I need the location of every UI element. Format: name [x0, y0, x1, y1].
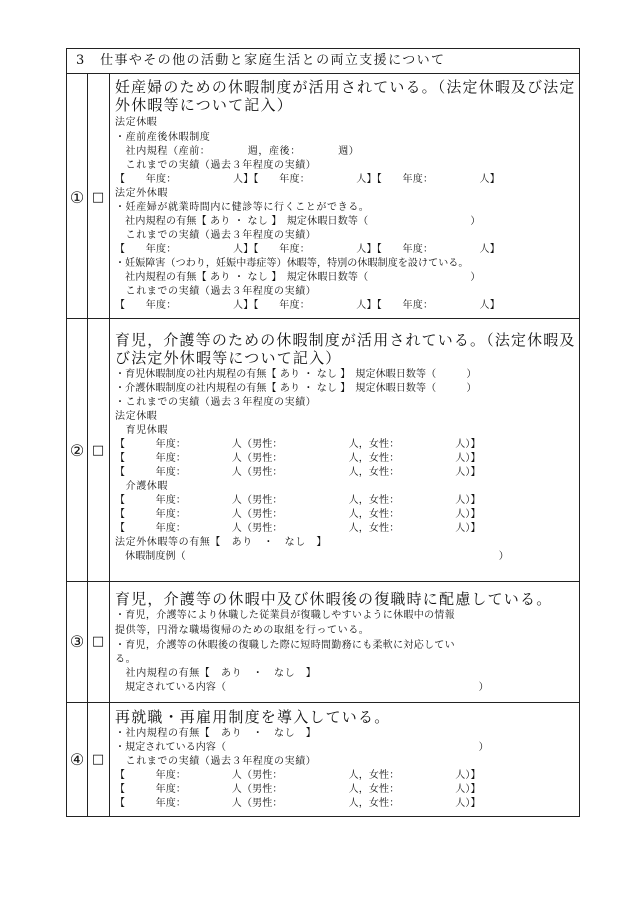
section-3-number: ③: [69, 632, 85, 651]
s3-line: ・育児，介護等の休暇後の復職した際に短時間勤務にも柔軟に対応してい: [115, 640, 455, 651]
section-4-title: 再就職・再雇用制度を導入している。: [115, 708, 391, 726]
section-1-number: ①: [69, 188, 85, 207]
s1-line: 法定外休暇: [115, 188, 168, 199]
s4-line: ・社内規程の有無【 あり ・ なし 】: [115, 728, 317, 739]
s1-line: 【 年度： 人】【 年度： 人】【 年度： 人】: [115, 300, 500, 311]
s4-line: 【 年度： 人（男性： 人，女性： 人）】: [115, 784, 481, 795]
s2-line: 【 年度： 人（男性： 人，女性： 人）】: [115, 523, 481, 534]
s2-line: 介護休暇: [115, 481, 168, 492]
s1-line: 法定休暇: [115, 117, 158, 128]
s2-line: 【 年度： 人（男性： 人，女性： 人）】: [115, 467, 481, 478]
s2-line: 育児休暇: [115, 425, 168, 436]
s1-line: ・妊産婦が就業時間内に健診等に行くことができる。: [115, 202, 370, 213]
s1-line: 【 年度： 人】【 年度： 人】【 年度： 人】: [115, 244, 500, 255]
section-header: 3 仕事やその他の活動と家庭生活との両立支援について: [76, 53, 446, 68]
section-1-title-line-1: 妊産婦のための休暇制度が活用されている。（法定休暇及び法定: [115, 78, 576, 96]
s1-line: ・妊娠障害（つわり，妊娠中毒症等）休暇等，特別の休暇制度を設けている。: [115, 258, 469, 269]
s4-line: ・規定されている内容（ ）: [115, 742, 489, 753]
s1-line: 【 年度： 人】【 年度： 人】【 年度： 人】: [115, 174, 500, 185]
s2-line: 【 年度： 人（男性： 人，女性： 人）】: [115, 453, 481, 464]
s2-line: ・育児休暇制度の社内規程の有無【 あり ・ なし 】 規定休暇日数等（ ）: [115, 369, 477, 380]
section-3-title: 育児，介護等の休暇中及び休暇後の復職時に配慮している。: [115, 590, 553, 608]
s1-line: ・産前産後休暇制度: [115, 132, 211, 143]
s3-line: ・育児，介護等により休職した従業員が復職しやすいように休暇中の情報: [115, 610, 455, 621]
section-3-checkbox[interactable]: □: [91, 634, 105, 649]
s4-line: 【 年度： 人（男性： 人，女性： 人）】: [115, 770, 481, 781]
section-1-checkbox[interactable]: □: [91, 190, 105, 205]
section-1-title-line-2: 外休暇等について記入）: [115, 96, 293, 114]
s2-line: 【 年度： 人（男性： 人，女性： 人）】: [115, 439, 481, 450]
section-3-bottom-border: [66, 702, 580, 703]
section-2-number: ②: [69, 441, 85, 460]
s4-line: 【 年度： 人（男性： 人，女性： 人）】: [115, 798, 481, 809]
s2-line: ・介護休暇制度の社内規程の有無【 あり ・ なし 】 規定休暇日数等（ ）: [115, 383, 477, 394]
s2-line: 休暇制度例（ ）: [115, 551, 509, 562]
section-4-number: ④: [69, 750, 85, 769]
s2-line: ・これまでの実績（過去３年程度の実績）: [115, 397, 317, 408]
s3-line: る。: [115, 654, 137, 665]
s1-line: これまでの実績（過去３年程度の実績）: [115, 160, 317, 171]
header-bottom-border: [66, 73, 580, 74]
table-left-border: [66, 48, 67, 817]
section-2-checkbox[interactable]: □: [91, 443, 105, 458]
section-2-title-line-2: び法定外休暇等について記入）: [115, 349, 342, 367]
table-bottom-border: [66, 816, 580, 817]
table-right-border: [579, 48, 580, 817]
s1-line: 社内規程の有無【 あり ・ なし 】 規定休暇日数等（ ）: [115, 216, 481, 227]
section-2-bottom-border: [66, 581, 580, 582]
checkbox-column-border: [109, 73, 110, 817]
s1-line: これまでの実績（過去３年程度の実績）: [115, 286, 317, 297]
s1-line: 社内規程の有無【 あり ・ なし 】 規定休暇日数等（ ）: [115, 272, 481, 283]
s2-line: 法定休暇: [115, 411, 158, 422]
section-4-checkbox[interactable]: □: [91, 752, 105, 767]
s2-line: 【 年度： 人（男性： 人，女性： 人）】: [115, 495, 481, 506]
s3-line: 社内規程の有無【 あり ・ なし 】: [115, 668, 317, 679]
number-column-border: [87, 73, 88, 817]
s3-line: 規定されている内容（ ）: [115, 682, 489, 693]
table-top-border: [66, 48, 580, 49]
s1-line: 社内規程（産前： 週，産後： 週）: [115, 146, 360, 157]
s1-line: これまでの実績（過去３年程度の実績）: [115, 230, 317, 241]
s4-line: これまでの実績（過去３年程度の実績）: [115, 756, 317, 767]
s2-line: 法定外休暇等の有無【 あり ・ なし 】: [115, 537, 327, 548]
s3-line: 提供等，円滑な職場復帰のための取組を行っている。: [115, 625, 370, 636]
section-2-title-line-1: 育児，介護等のための休暇制度が活用されている。（法定休暇及: [115, 331, 576, 349]
section-1-bottom-border: [66, 318, 580, 319]
s2-line: 【 年度： 人（男性： 人，女性： 人）】: [115, 509, 481, 520]
